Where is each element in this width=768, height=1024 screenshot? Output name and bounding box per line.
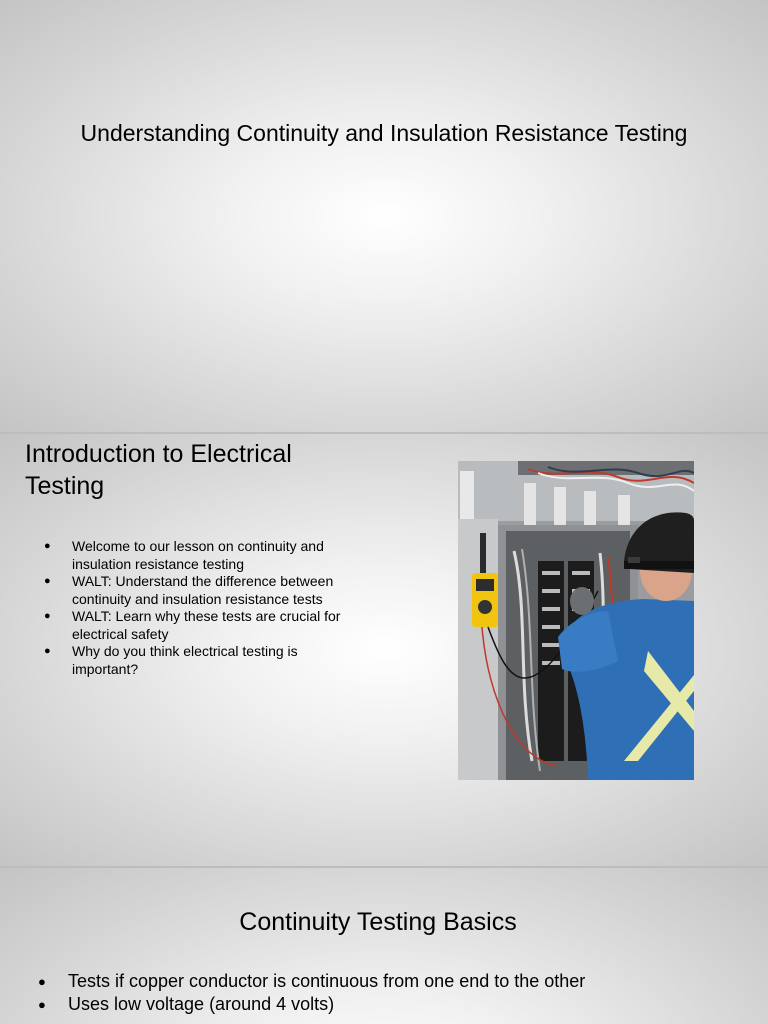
list-item: ● Tests if copper conductor is continuous from one end to the other [38,970,598,993]
presentation-title: Understanding Continuity and Insulation Resistance Testing [80,120,688,146]
list-item: ● Uses low voltage (around 4 volts) [38,993,598,1016]
title-slide [0,0,768,432]
intro-bullet-list [44,538,364,678]
list-item: ● WALT: Learn why these tests are crucial for electrical safety [44,608,364,643]
list-item: ● Why do you think electrical testing is important? [44,643,364,678]
list-item: ● Welcome to our lesson on continuity and insulation resistance testing [44,538,364,573]
intro-slide [0,434,768,866]
electrician-testing-panel-photo [458,461,694,780]
photo-illustration [458,461,694,780]
basics-slide [0,868,768,1024]
intro-heading: Introduction to Electrical Testing [25,440,292,500]
basics-heading: Continuity Testing Basics [239,908,517,936]
list-item: ● WALT: Understand the difference between continuity and insulation resistance tests [44,573,364,608]
basics-bullet-list [38,970,598,1016]
